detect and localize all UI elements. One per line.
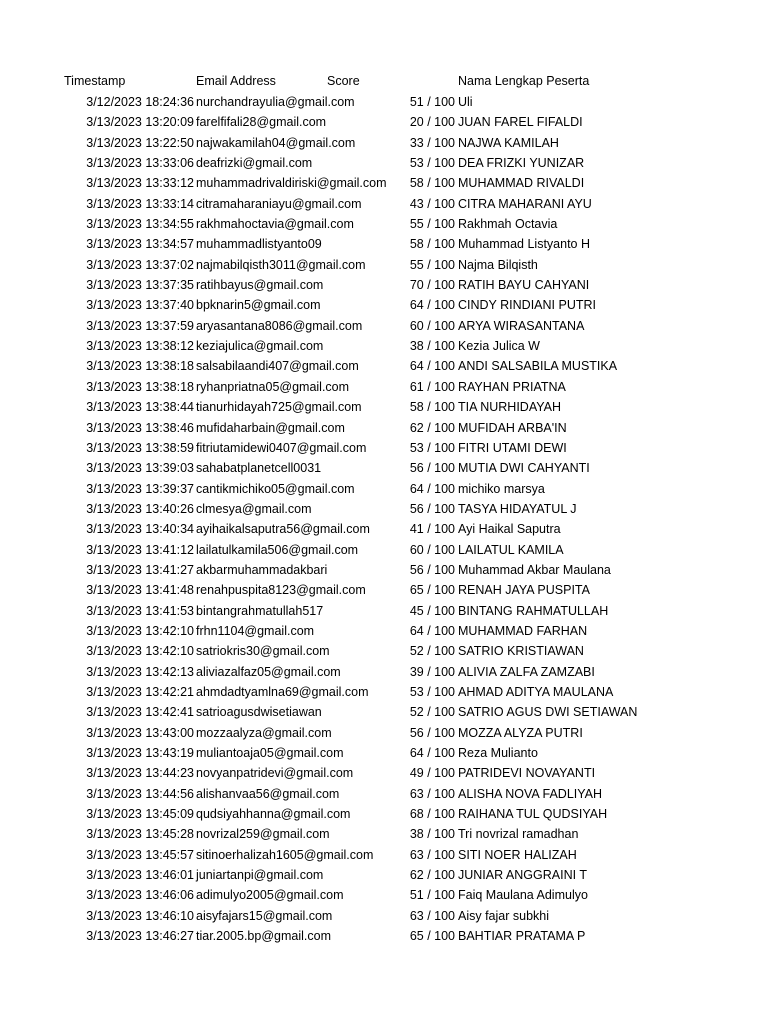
- cell-timestamp: 3/13/2023 13:42:10: [86, 623, 194, 638]
- cell-email: bintangrahmatullah517: [196, 603, 324, 618]
- table-row: [0, 824, 768, 844]
- table-row: [0, 356, 768, 376]
- table-row: [0, 662, 768, 682]
- cell-email: muliantoaja05@gmail.com: [196, 746, 344, 760]
- cell-name: Kezia Julica W: [458, 339, 540, 354]
- cell-email: muhammadrivaldiriski@gmail.com: [196, 176, 387, 191]
- cell-name: MUFIDAH ARBA'IN: [458, 420, 567, 435]
- table-row: [0, 438, 768, 458]
- cell-score: 62 / 100: [409, 420, 455, 435]
- cell-timestamp: 3/13/2023 13:43:00: [86, 725, 194, 740]
- cell-timestamp: 3/13/2023 13:20:09: [86, 115, 194, 130]
- table-row: [0, 418, 768, 438]
- cell-email: cantikmichiko05@gmail.com: [196, 481, 355, 496]
- cell-timestamp: 3/13/2023 13:45:28: [86, 827, 194, 842]
- cell-score: 68 / 100: [409, 807, 455, 822]
- cell-name: CITRA MAHARANI AYU: [458, 196, 592, 211]
- table-row: [0, 112, 768, 132]
- cell-score: 58 / 100: [409, 176, 455, 191]
- cell-score: 56 / 100: [409, 501, 455, 516]
- cell-email: najmabilqisth3011@gmail.com: [196, 257, 366, 272]
- cell-timestamp: 3/13/2023 13:33:12: [86, 176, 194, 191]
- cell-name: Aisy fajar subkhi: [458, 908, 550, 923]
- cell-timestamp: 3/13/2023 13:37:35: [86, 278, 194, 293]
- table-row: [0, 377, 768, 397]
- table-row: [0, 275, 768, 295]
- cell-score: 49 / 100: [409, 766, 455, 781]
- cell-email: frhn1104@gmail.com: [196, 623, 315, 638]
- cell-timestamp: 3/13/2023 13:44:23: [86, 766, 194, 781]
- cell-timestamp: 3/13/2023 13:46:27: [86, 929, 194, 944]
- cell-timestamp: 3/13/2023 13:34:55: [86, 217, 194, 232]
- cell-name: RAYHAN PRIATNA: [458, 379, 566, 394]
- cell-score: 70 / 100: [409, 278, 455, 293]
- cell-name: MUHAMMAD FARHAN: [458, 623, 588, 638]
- cell-score: 51 / 100: [409, 888, 455, 903]
- table-row: [0, 641, 768, 661]
- table-row: [0, 519, 768, 539]
- cell-email: clmesya@gmail.com: [196, 501, 312, 516]
- table-row: [0, 295, 768, 315]
- cell-timestamp: 3/13/2023 13:38:18: [86, 359, 194, 374]
- cell-name: MUTIA DWI CAHYANTI: [458, 461, 590, 476]
- table-row: [0, 214, 768, 234]
- cell-score: 33 / 100: [409, 135, 455, 150]
- cell-email: farelfifali28@gmail.com: [196, 115, 327, 130]
- cell-timestamp: 3/13/2023 13:38:12: [86, 339, 194, 354]
- header-name: Nama Lengkap Peserta: [458, 74, 590, 88]
- table-row: [0, 397, 768, 417]
- table-body: [0, 92, 768, 946]
- cell-score: 51 / 100: [409, 95, 455, 109]
- cell-score: 53 / 100: [409, 684, 455, 699]
- cell-email: alishanvaa56@gmail.com: [196, 786, 340, 801]
- cell-name: Najma Bilqisth: [458, 257, 538, 272]
- cell-email: adimulyo2005@gmail.com: [196, 888, 344, 903]
- cell-name: CINDY RINDIANI PUTRI: [458, 298, 596, 313]
- table-row: [0, 499, 768, 519]
- cell-score: 63 / 100: [409, 847, 455, 862]
- cell-timestamp: 3/13/2023 13:46:01: [86, 868, 194, 883]
- cell-email: nurchandrayulia@gmail.com: [196, 95, 355, 109]
- cell-email: rakhmahoctavia@gmail.com: [196, 217, 354, 232]
- cell-score: 64 / 100: [409, 481, 455, 496]
- cell-email: ahmdadtyamlna69@gmail.com: [196, 684, 369, 699]
- cell-score: 65 / 100: [409, 929, 455, 944]
- cell-score: 43 / 100: [409, 196, 455, 211]
- cell-timestamp: 3/13/2023 13:42:10: [86, 644, 194, 659]
- table-row: [0, 926, 768, 946]
- cell-timestamp: 3/13/2023 13:40:34: [86, 522, 194, 537]
- cell-email: mufidaharbain@gmail.com: [196, 420, 345, 435]
- cell-email: akbarmuhammadakbari: [196, 562, 328, 577]
- cell-name: Muhammad Listyanto H: [458, 237, 591, 252]
- header-score: Score: [327, 74, 360, 88]
- cell-email: aryasantana8086@gmail.com: [196, 318, 363, 333]
- cell-name: ARYA WIRASANTANA: [458, 318, 585, 333]
- table-row: [0, 865, 768, 885]
- cell-score: 62 / 100: [409, 868, 455, 883]
- cell-timestamp: 3/13/2023 13:42:13: [86, 664, 194, 679]
- cell-email: najwakamilah04@gmail.com: [196, 135, 356, 150]
- header-email: Email Address: [196, 74, 276, 88]
- cell-name: SATRIO KRISTIAWAN: [458, 644, 584, 659]
- table-row: [0, 702, 768, 722]
- cell-score: 45 / 100: [409, 603, 455, 618]
- table-row: [0, 540, 768, 560]
- table-row: [0, 580, 768, 600]
- cell-timestamp: 3/13/2023 13:44:56: [86, 786, 194, 801]
- cell-name: Faiq Maulana Adimulyo: [458, 888, 588, 903]
- table-row: [0, 458, 768, 478]
- cell-score: 56 / 100: [409, 562, 455, 577]
- table-row: [0, 601, 768, 621]
- cell-name: FITRI UTAMI DEWI: [458, 440, 567, 455]
- cell-name: JUAN FAREL FIFALDI: [458, 115, 583, 130]
- table-row: [0, 763, 768, 783]
- cell-timestamp: 3/13/2023 13:41:12: [86, 542, 194, 557]
- cell-email: ratihbayus@gmail.com: [196, 278, 324, 293]
- cell-score: 55 / 100: [409, 257, 455, 272]
- cell-score: 63 / 100: [409, 908, 455, 923]
- cell-timestamp: 3/13/2023 13:38:18: [86, 379, 194, 394]
- cell-name: TIA NURHIDAYAH: [458, 400, 562, 415]
- cell-name: SATRIO AGUS DWI SETIAWAN: [458, 705, 638, 720]
- cell-email: renahpuspita8123@gmail.com: [196, 583, 366, 598]
- cell-score: 52 / 100: [409, 705, 455, 720]
- cell-timestamp: 3/13/2023 13:43:19: [86, 746, 194, 760]
- cell-email: ayihaikalsaputra56@gmail.com: [196, 522, 370, 537]
- cell-score: 53 / 100: [409, 440, 455, 455]
- cell-name: michiko marsya: [458, 481, 545, 496]
- table-row: [0, 784, 768, 804]
- cell-score: 38 / 100: [409, 339, 455, 354]
- table-row: [0, 804, 768, 824]
- cell-timestamp: 3/13/2023 13:45:57: [86, 847, 194, 862]
- cell-timestamp: 3/13/2023 13:37:02: [86, 257, 194, 272]
- cell-timestamp: 3/13/2023 13:22:50: [86, 135, 194, 150]
- cell-score: 63 / 100: [409, 786, 455, 801]
- cell-email: sahabatplanetcell0031: [196, 461, 322, 476]
- cell-email: ryhanpriatna05@gmail.com: [196, 379, 350, 394]
- header-timestamp: Timestamp: [64, 74, 126, 88]
- cell-score: 65 / 100: [409, 583, 455, 598]
- cell-score: 38 / 100: [409, 827, 455, 842]
- cell-score: 56 / 100: [409, 461, 455, 476]
- cell-timestamp: 3/13/2023 13:41:27: [86, 562, 194, 577]
- cell-timestamp: 3/13/2023 13:41:53: [86, 603, 194, 618]
- table-row: [0, 194, 768, 214]
- cell-timestamp: 3/13/2023 13:37:59: [86, 318, 194, 333]
- table-row: [0, 133, 768, 153]
- cell-name: SITI NOER HALIZAH: [458, 847, 577, 862]
- cell-timestamp: 3/13/2023 13:46:10: [86, 908, 194, 923]
- table-row: [0, 316, 768, 336]
- cell-name: Uli: [458, 95, 473, 109]
- cell-name: TASYA HIDAYATUL J: [458, 501, 577, 516]
- cell-score: 58 / 100: [409, 237, 455, 252]
- table-row: [0, 336, 768, 356]
- cell-score: 39 / 100: [409, 664, 455, 679]
- cell-name: Muhammad Akbar Maulana: [458, 562, 611, 577]
- cell-name: RATIH BAYU CAHYANI: [458, 278, 590, 293]
- cell-name: Reza Mulianto: [458, 746, 538, 760]
- cell-email: aisyfajars15@gmail.com: [196, 908, 333, 923]
- cell-timestamp: 3/13/2023 13:38:44: [86, 400, 194, 415]
- cell-name: DEA FRIZKI YUNIZAR: [458, 156, 585, 171]
- cell-name: Rakhmah Octavia: [458, 217, 558, 232]
- cell-score: 20 / 100: [409, 115, 455, 130]
- cell-score: 41 / 100: [409, 522, 455, 537]
- cell-email: fitriutamidewi0407@gmail.com: [196, 440, 367, 455]
- cell-timestamp: 3/13/2023 13:33:14: [86, 196, 194, 211]
- cell-score: 61 / 100: [409, 379, 455, 394]
- cell-name: RENAH JAYA PUSPITA: [458, 583, 590, 598]
- cell-email: keziajulica@gmail.com: [196, 339, 324, 354]
- table-row: [0, 906, 768, 926]
- cell-name: ALIVIA ZALFA ZAMZABI: [458, 664, 595, 679]
- table-row: [0, 560, 768, 580]
- cell-timestamp: 3/13/2023 13:33:06: [86, 156, 194, 171]
- table-row: [0, 153, 768, 173]
- table-row: [0, 479, 768, 499]
- cell-email: citramaharaniayu@gmail.com: [196, 196, 362, 211]
- table-row: [0, 621, 768, 641]
- cell-name: JUNIAR ANGGRAINI T: [458, 868, 587, 883]
- cell-email: qudsiyahhanna@gmail.com: [196, 807, 351, 822]
- table-row: [0, 885, 768, 905]
- cell-timestamp: 3/13/2023 13:42:41: [86, 705, 194, 720]
- cell-timestamp: 3/13/2023 13:38:46: [86, 420, 194, 435]
- cell-name: MUHAMMAD RIVALDI: [458, 176, 585, 191]
- cell-score: 55 / 100: [409, 217, 455, 232]
- table-row: [0, 255, 768, 275]
- cell-timestamp: 3/13/2023 13:38:59: [86, 440, 194, 455]
- cell-name: RAIHANA TUL QUDSIYAH: [458, 807, 608, 822]
- cell-email: sitinoerhalizah1605@gmail.com: [196, 847, 374, 862]
- cell-email: aliviazalfaz05@gmail.com: [196, 664, 341, 679]
- table-row: [0, 173, 768, 193]
- cell-email: salsabilaandi407@gmail.com: [196, 359, 359, 374]
- table-row: [0, 723, 768, 743]
- cell-email: deafrizki@gmail.com: [196, 156, 313, 171]
- cell-email: juniartanpi@gmail.com: [196, 868, 324, 883]
- cell-timestamp: 3/13/2023 13:39:03: [86, 461, 194, 476]
- cell-name: NAJWA KAMILAH: [458, 135, 559, 150]
- cell-timestamp: 3/13/2023 13:41:48: [86, 583, 194, 598]
- cell-email: novyanpatridevi@gmail.com: [196, 766, 354, 781]
- cell-score: 53 / 100: [409, 156, 455, 171]
- cell-timestamp: 3/13/2023 13:45:09: [86, 807, 194, 822]
- cell-score: 60 / 100: [409, 542, 455, 557]
- cell-email: muhammadlistyanto09: [196, 237, 322, 252]
- table-row: [0, 92, 768, 112]
- cell-name: Tri novrizal ramadhan: [458, 827, 579, 842]
- cell-name: MOZZA ALYZA PUTRI: [458, 725, 583, 740]
- cell-email: tiar.2005.bp@gmail.com: [196, 929, 331, 944]
- cell-name: BINTANG RAHMATULLAH: [458, 603, 609, 618]
- cell-email: satrioagusdwisetiawan: [196, 705, 322, 720]
- cell-email: mozzaalyza@gmail.com: [196, 725, 332, 740]
- cell-timestamp: 3/13/2023 13:42:21: [86, 684, 194, 699]
- cell-score: 58 / 100: [409, 400, 455, 415]
- cell-score: 64 / 100: [409, 746, 455, 760]
- cell-score: 56 / 100: [409, 725, 455, 740]
- cell-name: BAHTIAR PRATAMA P: [458, 929, 586, 944]
- cell-name: AHMAD ADITYA MAULANA: [458, 684, 614, 699]
- cell-email: lailatulkamila506@gmail.com: [196, 542, 359, 557]
- table-row: [0, 743, 768, 763]
- cell-name: LAILATUL KAMILA: [458, 542, 564, 557]
- cell-timestamp: 3/13/2023 13:40:26: [86, 501, 194, 516]
- cell-timestamp: 3/13/2023 13:34:57: [86, 237, 194, 252]
- cell-name: ALISHA NOVA FADLIYAH: [458, 786, 603, 801]
- cell-timestamp: 3/13/2023 13:37:40: [86, 298, 194, 313]
- cell-email: tianurhidayah725@gmail.com: [196, 400, 362, 415]
- table-row: [0, 234, 768, 254]
- cell-score: 64 / 100: [409, 298, 455, 313]
- cell-name: PATRIDEVI NOVAYANTI: [458, 766, 596, 781]
- cell-score: 60 / 100: [409, 318, 455, 333]
- cell-email: bpknarin5@gmail.com: [196, 298, 321, 313]
- table-header: [0, 72, 768, 92]
- cell-timestamp: 3/12/2023 18:24:36: [86, 95, 194, 109]
- cell-email: satriokris30@gmail.com: [196, 644, 330, 659]
- table-row: [0, 845, 768, 865]
- table-row: [0, 682, 768, 702]
- cell-timestamp: 3/13/2023 13:46:06: [86, 888, 194, 903]
- cell-score: 64 / 100: [409, 623, 455, 638]
- cell-name: Ayi Haikal Saputra: [458, 522, 561, 537]
- cell-score: 64 / 100: [409, 359, 455, 374]
- cell-email: novrizal259@gmail.com: [196, 827, 330, 842]
- cell-name: ANDI SALSABILA MUSTIKA: [458, 359, 618, 374]
- cell-timestamp: 3/13/2023 13:39:37: [86, 481, 194, 496]
- cell-score: 52 / 100: [409, 644, 455, 659]
